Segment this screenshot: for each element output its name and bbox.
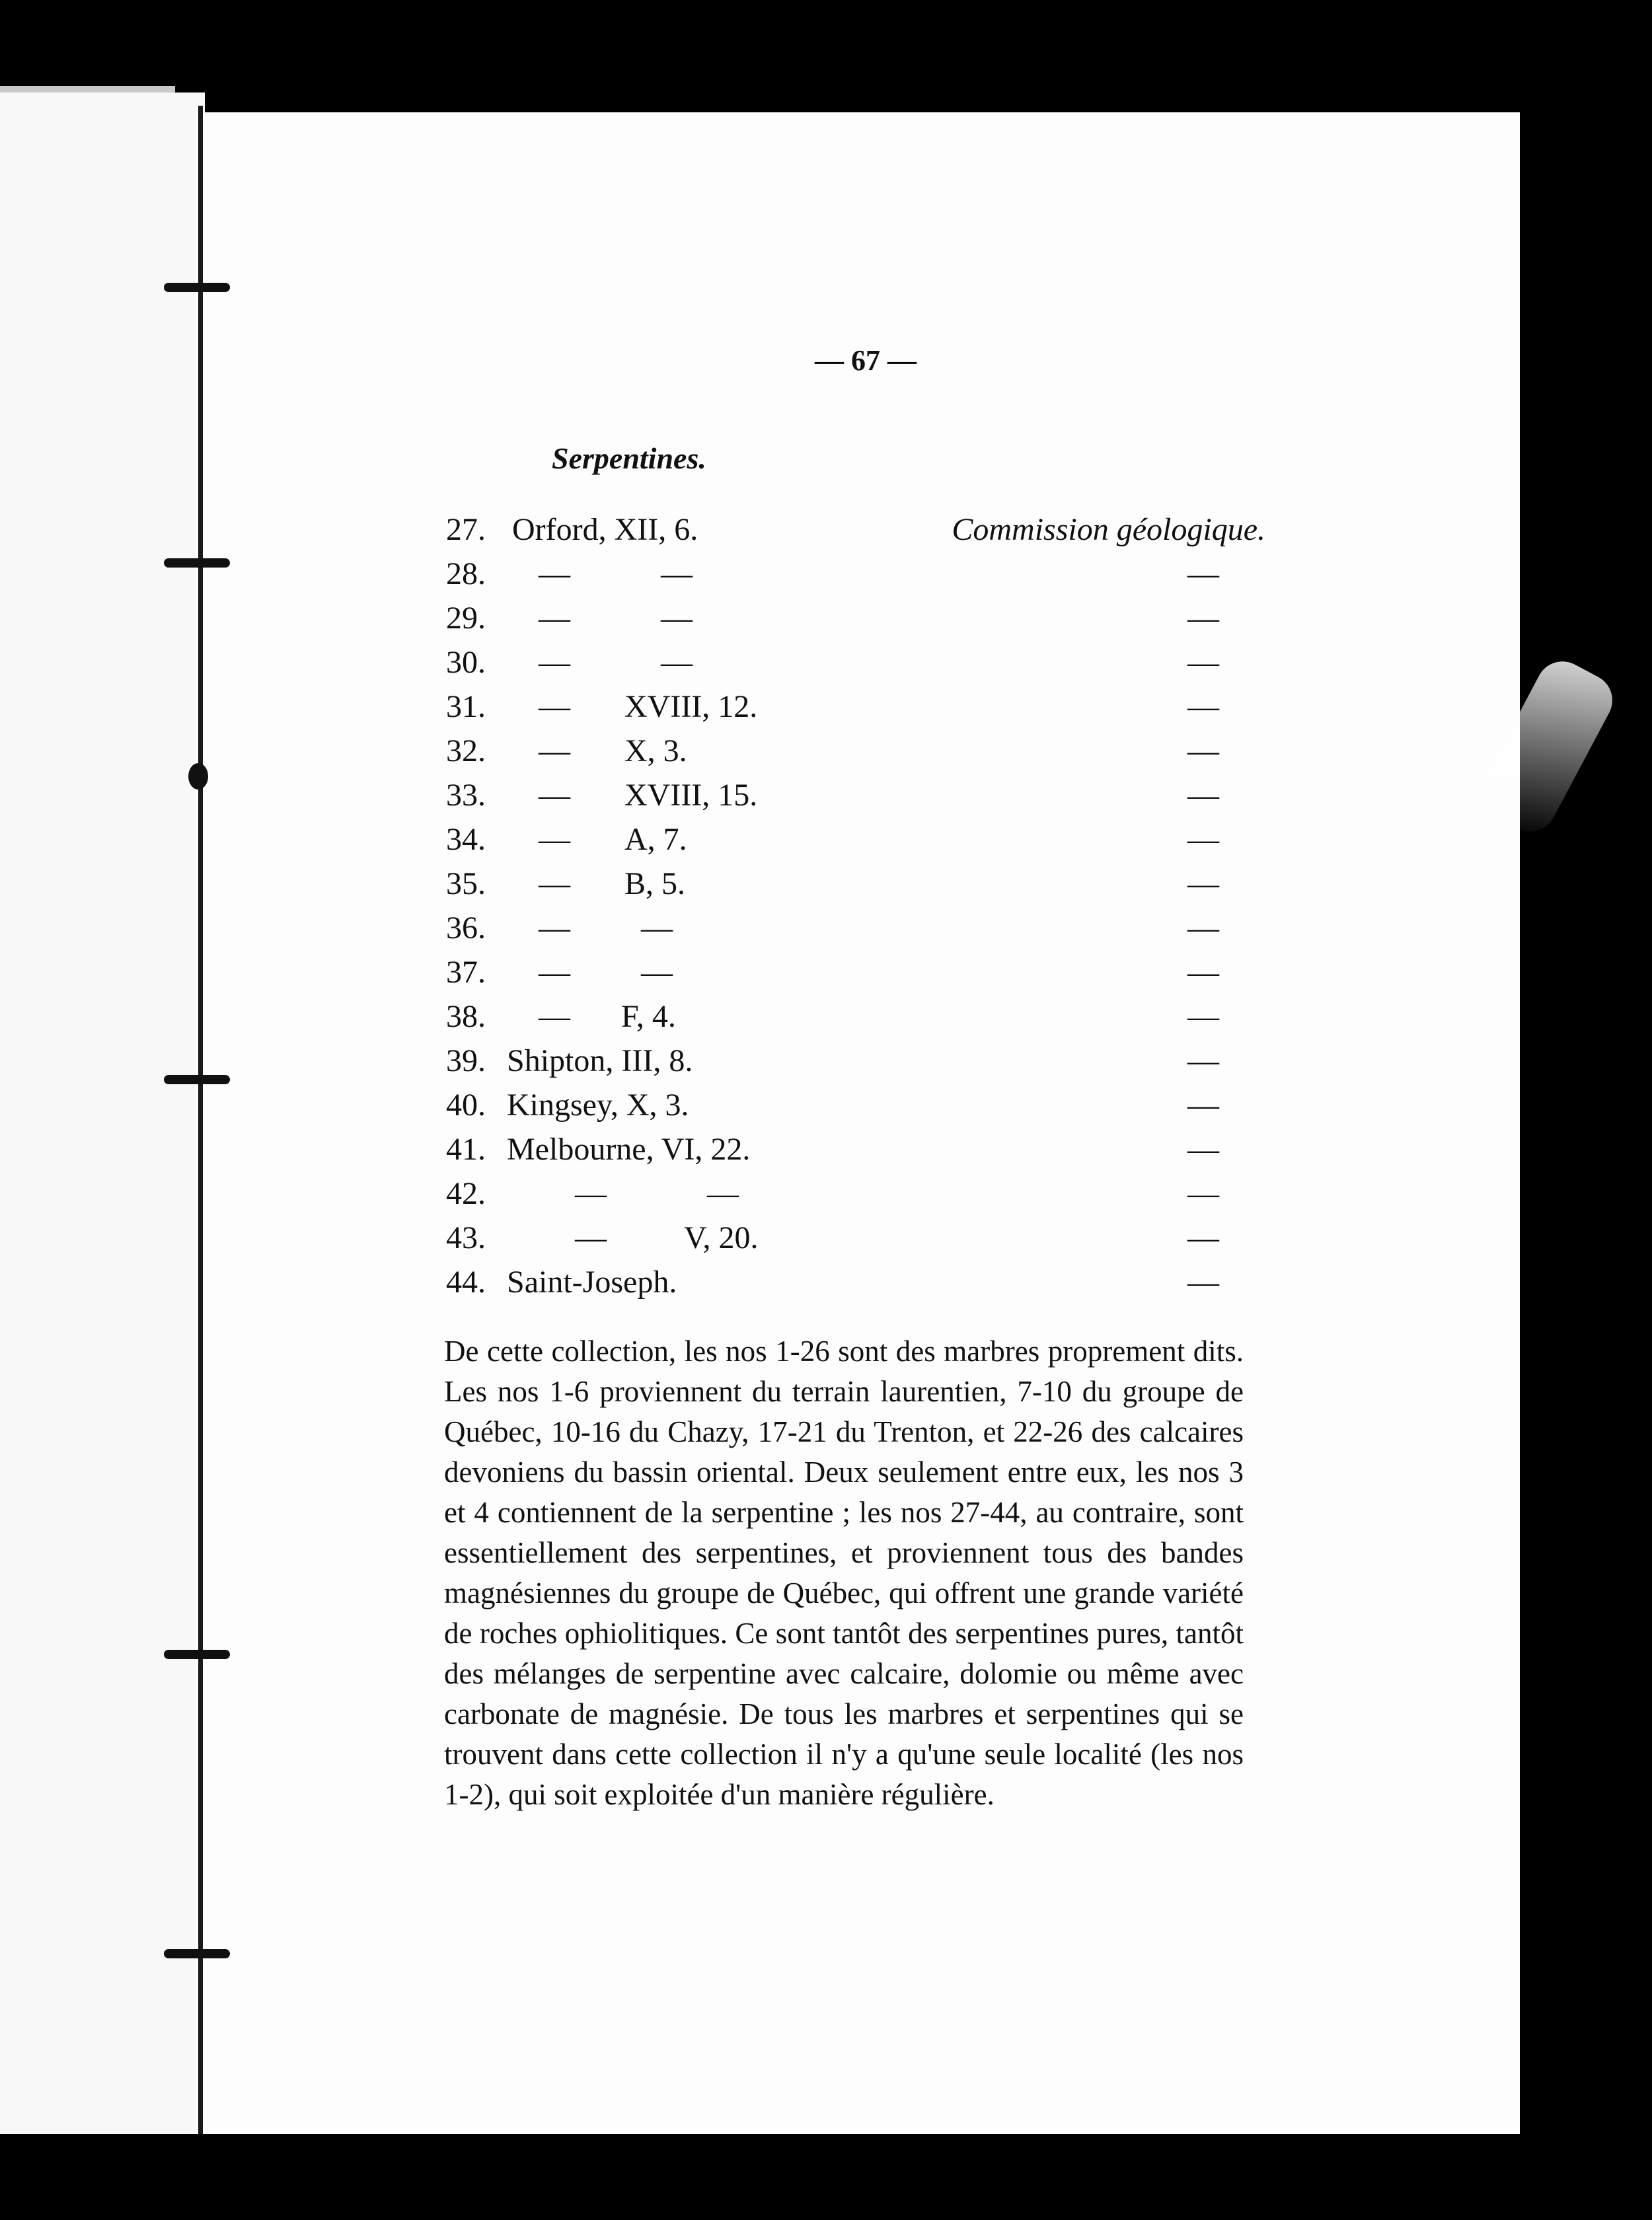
list-item	[446, 906, 1265, 950]
item-source: —	[1187, 1265, 1219, 1300]
item-source: Commission géologique.	[952, 512, 1265, 547]
list-item	[446, 773, 1265, 817]
item-locality: —	[575, 1176, 607, 1211]
item-locality: —	[539, 601, 570, 636]
item-locality: Kingsey, X, 3.	[507, 1088, 689, 1123]
item-number: 34.	[446, 822, 486, 857]
item-number: 44.	[446, 1265, 486, 1300]
list-item	[446, 862, 1265, 906]
item-locality: —	[539, 999, 570, 1034]
list-item	[446, 640, 1265, 684]
item-source: —	[1187, 822, 1219, 857]
item-number: 39.	[446, 1043, 486, 1078]
item-locality: —	[539, 910, 570, 945]
item-reference: —	[707, 1176, 739, 1211]
list-item	[446, 994, 1265, 1039]
item-locality: Shipton, III, 8.	[507, 1043, 693, 1078]
item-locality: —	[539, 866, 570, 901]
binding-stitch	[164, 1650, 230, 1659]
list-item	[446, 552, 1265, 596]
item-source: —	[1187, 733, 1219, 768]
item-number: 30.	[446, 645, 486, 680]
item-locality: Melbourne, VI, 22.	[507, 1132, 751, 1167]
item-reference: X, 3.	[624, 733, 687, 768]
item-number: 41.	[446, 1132, 486, 1167]
list-item	[446, 684, 1265, 729]
item-reference: A, 7.	[624, 822, 687, 857]
item-reference: —	[661, 556, 693, 591]
item-reference: —	[661, 601, 693, 636]
item-locality: —	[539, 556, 570, 591]
item-source: —	[1187, 1132, 1219, 1167]
item-number: 33.	[446, 778, 486, 813]
item-reference: XVIII, 15.	[624, 778, 758, 813]
body-paragraph: De cette collection, les nos 1-26 sont des marbres proprement dits. Les nos 1-6 proviennent du terrain laurentien, 7-10 du groupe de Québec, 10-16 du Chazy, 17-21 du Trenton, et 22-26 des calcaires devoniens du bassin oriental. Deux seulement entre eux, les nos 3 et 4 contiennent de la serpentine ; les nos 27-44, au contraire, sont essentiellement des serpentines, et proviennent tous des bandes magnésiennes du groupe de Québec, qui offrent une grande variété de roches ophiolitiques. Ce sont tantôt des serpentines pures, tantôt des mélanges de serpentine avec calcaire, dolomie ou même avec carbonate de magnésie. De tous les marbres et serpentines qui se trouvent dans cette collection il n'y a qu'une seule localité (les nos 1-2), qui soit exploitée d'un manière régulière.	[444, 1335, 1244, 1811]
item-number: 43.	[446, 1220, 486, 1255]
list-item	[446, 1127, 1265, 1171]
item-locality: —	[539, 822, 570, 857]
specimen-list	[446, 507, 1265, 1304]
item-locality: Orford, XII, 6.	[512, 512, 698, 547]
item-source: —	[1187, 1176, 1219, 1211]
item-reference: B, 5.	[624, 866, 686, 901]
item-number: 32.	[446, 733, 486, 768]
item-source: —	[1187, 955, 1219, 990]
list-item	[446, 1039, 1265, 1083]
section-title: Serpentines.	[552, 441, 706, 475]
list-item	[446, 817, 1265, 862]
list-item	[446, 507, 1265, 552]
list-item	[446, 1171, 1265, 1216]
item-reference: V, 20.	[684, 1220, 759, 1255]
item-source: —	[1187, 1220, 1219, 1255]
list-item	[446, 1216, 1265, 1260]
item-reference: —	[641, 910, 673, 945]
item-locality: —	[575, 1220, 607, 1255]
item-number: 37.	[446, 955, 486, 990]
item-source: —	[1187, 999, 1219, 1034]
list-item	[446, 729, 1265, 773]
item-source: —	[1187, 778, 1219, 813]
item-locality: Saint-Joseph.	[507, 1265, 677, 1300]
binding-knot	[188, 763, 208, 790]
list-item	[446, 1260, 1265, 1304]
item-source: —	[1187, 866, 1219, 901]
item-source: —	[1187, 689, 1219, 724]
item-source: —	[1187, 1088, 1219, 1123]
item-source: —	[1187, 601, 1219, 636]
item-number: 29.	[446, 601, 486, 636]
item-source: —	[1187, 556, 1219, 591]
item-reference: F, 4.	[621, 999, 676, 1034]
list-item	[446, 950, 1265, 994]
item-number: 38.	[446, 999, 486, 1034]
item-source: —	[1187, 645, 1219, 680]
item-reference: —	[661, 645, 693, 680]
binding-stitch	[164, 283, 230, 292]
page-number: — 67 —	[815, 344, 917, 377]
binding-stitch	[164, 1075, 230, 1084]
item-number: 27.	[446, 512, 486, 547]
list-item	[446, 1083, 1265, 1127]
item-number: 28.	[446, 556, 486, 591]
item-number: 31.	[446, 689, 486, 724]
item-locality: —	[539, 778, 570, 813]
binding-spine	[198, 106, 203, 2134]
list-item	[446, 596, 1265, 640]
item-number: 40.	[446, 1088, 486, 1123]
item-number: 36.	[446, 910, 486, 945]
binding-stitch	[164, 1949, 230, 1958]
item-number: 35.	[446, 866, 486, 901]
item-locality: —	[539, 689, 570, 724]
item-locality: —	[539, 955, 570, 990]
item-locality: —	[539, 733, 570, 768]
binding-stitch	[164, 558, 230, 568]
left-page	[0, 92, 205, 2134]
item-source: —	[1187, 910, 1219, 945]
item-reference: XVIII, 12.	[624, 689, 758, 724]
item-reference: —	[641, 955, 673, 990]
item-locality: —	[539, 645, 570, 680]
item-number: 42.	[446, 1176, 486, 1211]
item-source: —	[1187, 1043, 1219, 1078]
